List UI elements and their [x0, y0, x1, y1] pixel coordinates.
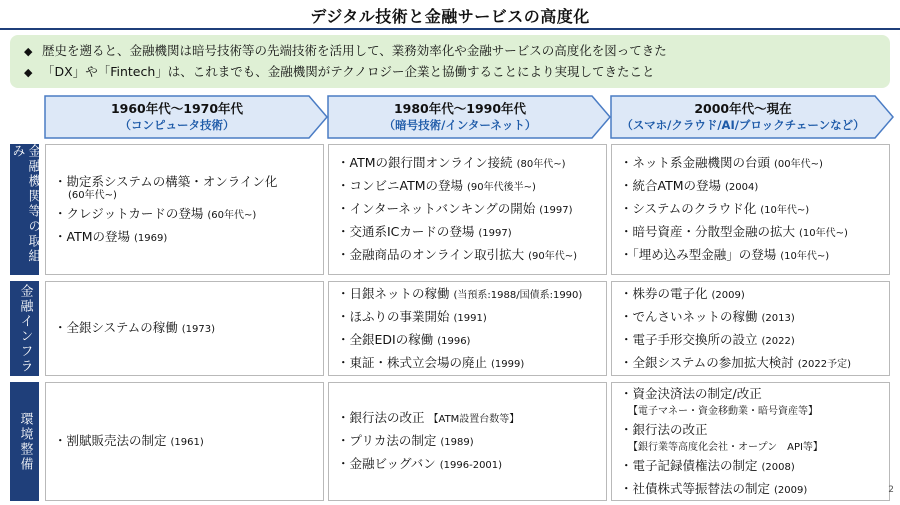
item-text: ・コンビニATMの登場	[337, 178, 464, 193]
item-note: (10年代~)	[780, 251, 830, 262]
item-text: ・プリカ法の制定	[337, 433, 437, 448]
item-text: ・割賦販売法の制定	[54, 433, 167, 448]
item-note: (80年代~)	[516, 159, 566, 170]
list-item	[620, 221, 881, 244]
list-item	[620, 283, 881, 306]
item-text: ・全銀EDIの稼働	[337, 331, 434, 347]
item-text: ・ネット系金融機関の台頭	[620, 155, 771, 170]
list-item	[337, 329, 598, 352]
row-label-initiatives: 金融機関等の取組み	[10, 144, 39, 275]
list-item	[620, 352, 881, 375]
item-note: (10年代~)	[760, 205, 810, 216]
item-note: (1961)	[170, 437, 204, 448]
item-note: 【銀行業等高度化会社・オープン API等】	[628, 441, 823, 453]
item-text: ・銀行法の改正	[337, 410, 425, 425]
item-note: (2009)	[774, 484, 808, 496]
list-item	[337, 175, 598, 198]
item-text: ・全銀システムの参加拡大検討	[620, 354, 794, 370]
item-note: (90年代~)	[528, 251, 578, 262]
era-subtitle-1: （コンピュータ技術）	[119, 118, 235, 132]
page-number: 2	[888, 485, 894, 495]
era-title-2: 1980年代～1990年代	[393, 101, 527, 116]
item-text: ・クレジットカードの登場	[54, 205, 204, 221]
list-item	[620, 198, 881, 221]
item-text: ・金融ビッグバン	[337, 456, 436, 471]
item-note: (00年代~)	[774, 159, 823, 170]
item-text: ・暗号資産・分散型金融の拡大	[620, 224, 796, 239]
item-text: ・インターネットバンキングの開始	[337, 201, 536, 216]
item-text: ・全銀システムの稼働	[54, 320, 178, 335]
summary-text-2: 「DX」や「Fintech」は、これまでも、金融機関がテクノロジー企業と協働することにより実現してきたこと	[42, 64, 655, 79]
item-text: ・ATMの銀行間オンライン接続	[337, 155, 513, 170]
item-note: (10年代~)	[799, 228, 848, 239]
item-text: ・金融商品のオンライン取引拡大	[337, 247, 525, 262]
item-text: ・東証・株式立会場の廃止	[337, 354, 488, 370]
list-item	[337, 198, 598, 221]
cell-environment-era-1	[45, 382, 324, 501]
era-arrow-3	[610, 95, 894, 139]
row-label-environment: 環境整備	[10, 382, 39, 501]
item-note: (90年代後半~)	[467, 182, 536, 193]
item-text: ・日銀ネットの稼働	[337, 285, 450, 301]
item-note: (1989)	[440, 437, 474, 448]
list-item	[620, 419, 881, 440]
item-note: (1997)	[478, 228, 512, 239]
cell-infrastructure-era-3	[611, 281, 890, 376]
item-note: (1996)	[437, 335, 471, 347]
list-item	[337, 152, 598, 175]
item-text: ・勘定系システムの構築・オンライン化	[54, 173, 278, 189]
era-subtitle-2: （暗号技術/インターネット）	[383, 118, 537, 132]
diamond-bullet-icon: ◆	[24, 66, 33, 79]
item-text: ・電子手形交換所の設立	[620, 331, 758, 347]
list-item	[337, 430, 598, 453]
item-note: (当預系:1988/国債系:1990)	[453, 289, 583, 301]
list-item	[620, 306, 881, 329]
era-header-row	[0, 95, 900, 139]
list-item	[54, 226, 315, 249]
item-note: (1973)	[181, 324, 216, 335]
item-text: ・電子記録債権法の制定	[620, 457, 758, 473]
item-note: (60年代~)	[68, 189, 117, 201]
list-item	[620, 175, 881, 198]
list-item	[620, 329, 881, 352]
page-title: デジタル技術と金融サービスの高度化	[310, 7, 590, 26]
item-text: ・交通系ICカードの登場	[337, 224, 475, 239]
item-text: ・資金決済法の制定/改正	[620, 385, 762, 401]
era-arrow-1	[44, 95, 328, 139]
cell-environment-era-3	[611, 382, 890, 501]
item-note: (60年代~)	[207, 209, 257, 221]
item-text: ・ATMの登場	[54, 228, 131, 244]
summary-text-1: 歴史を遡ると、金融機関は暗号技術等の先端技術を活用して、業務効率化や金融サービスの高度化を図ってきた	[42, 43, 667, 58]
summary-box	[10, 35, 890, 88]
list-item	[620, 383, 881, 404]
cell-initiatives-era-1	[45, 144, 324, 275]
item-note: (1969)	[134, 232, 168, 244]
list-item	[337, 352, 598, 375]
era-title-3: 2000年代～現在	[694, 101, 792, 116]
cell-infrastructure-era-1	[45, 281, 324, 376]
item-text: ・社債株式等振替法の制定	[620, 480, 771, 496]
list-item	[337, 283, 598, 306]
era-title-1: 1960年代～1970年代	[110, 101, 244, 116]
cell-environment-era-2	[328, 382, 607, 501]
item-note: (2009)	[711, 289, 745, 301]
item-note: (2004)	[725, 182, 759, 193]
title-divider	[0, 28, 900, 30]
era-arrow-2	[327, 95, 611, 139]
cell-infrastructure-era-2	[328, 281, 607, 376]
list-item	[620, 244, 881, 267]
list-item	[54, 430, 315, 453]
item-note: (1991)	[453, 312, 487, 324]
item-text: ・銀行法の改正	[620, 421, 708, 437]
item-note: (2013)	[761, 312, 795, 324]
item-note: 【電子マネー・資金移動業・暗号資産等】	[628, 405, 818, 417]
list-item	[620, 152, 881, 175]
item-text: ・統合ATMの登場	[620, 178, 722, 193]
diamond-bullet-icon: ◆	[24, 45, 33, 58]
list-item	[337, 306, 598, 329]
list-item	[620, 478, 881, 501]
summary-line-1	[24, 41, 876, 62]
list-item	[54, 317, 315, 340]
list-item	[54, 203, 315, 226]
cell-initiatives-era-2	[328, 144, 607, 275]
item-text: ・システムのクラウド化	[620, 201, 757, 216]
list-item	[337, 407, 598, 430]
item-text: ・「埋め込み型金融」の登場	[620, 247, 777, 262]
list-item	[337, 244, 598, 267]
item-note: (2022予定)	[797, 358, 852, 370]
item-note: (1996-2001)	[439, 460, 503, 471]
row-label-infrastructure: 金融インフラ	[10, 281, 39, 376]
item-note: (1999)	[491, 358, 525, 370]
list-item	[620, 455, 881, 478]
cell-initiatives-era-3	[611, 144, 890, 275]
list-item	[337, 453, 598, 476]
item-note: 【ATM設置台数等】	[428, 414, 520, 425]
item-note: (2022)	[761, 335, 795, 347]
item-text: ・株券の電子化	[620, 285, 708, 301]
item-text: ・でんさいネットの稼働	[620, 308, 758, 324]
item-text: ・ほふりの事業開始	[337, 308, 450, 324]
item-note: (2008)	[761, 461, 795, 473]
list-item	[337, 221, 598, 244]
summary-line-2	[24, 62, 876, 83]
item-note: (1997)	[539, 205, 573, 216]
era-subtitle-3: （スマホ/クラウド/AI/ブロックチェーンなど）	[621, 118, 865, 132]
